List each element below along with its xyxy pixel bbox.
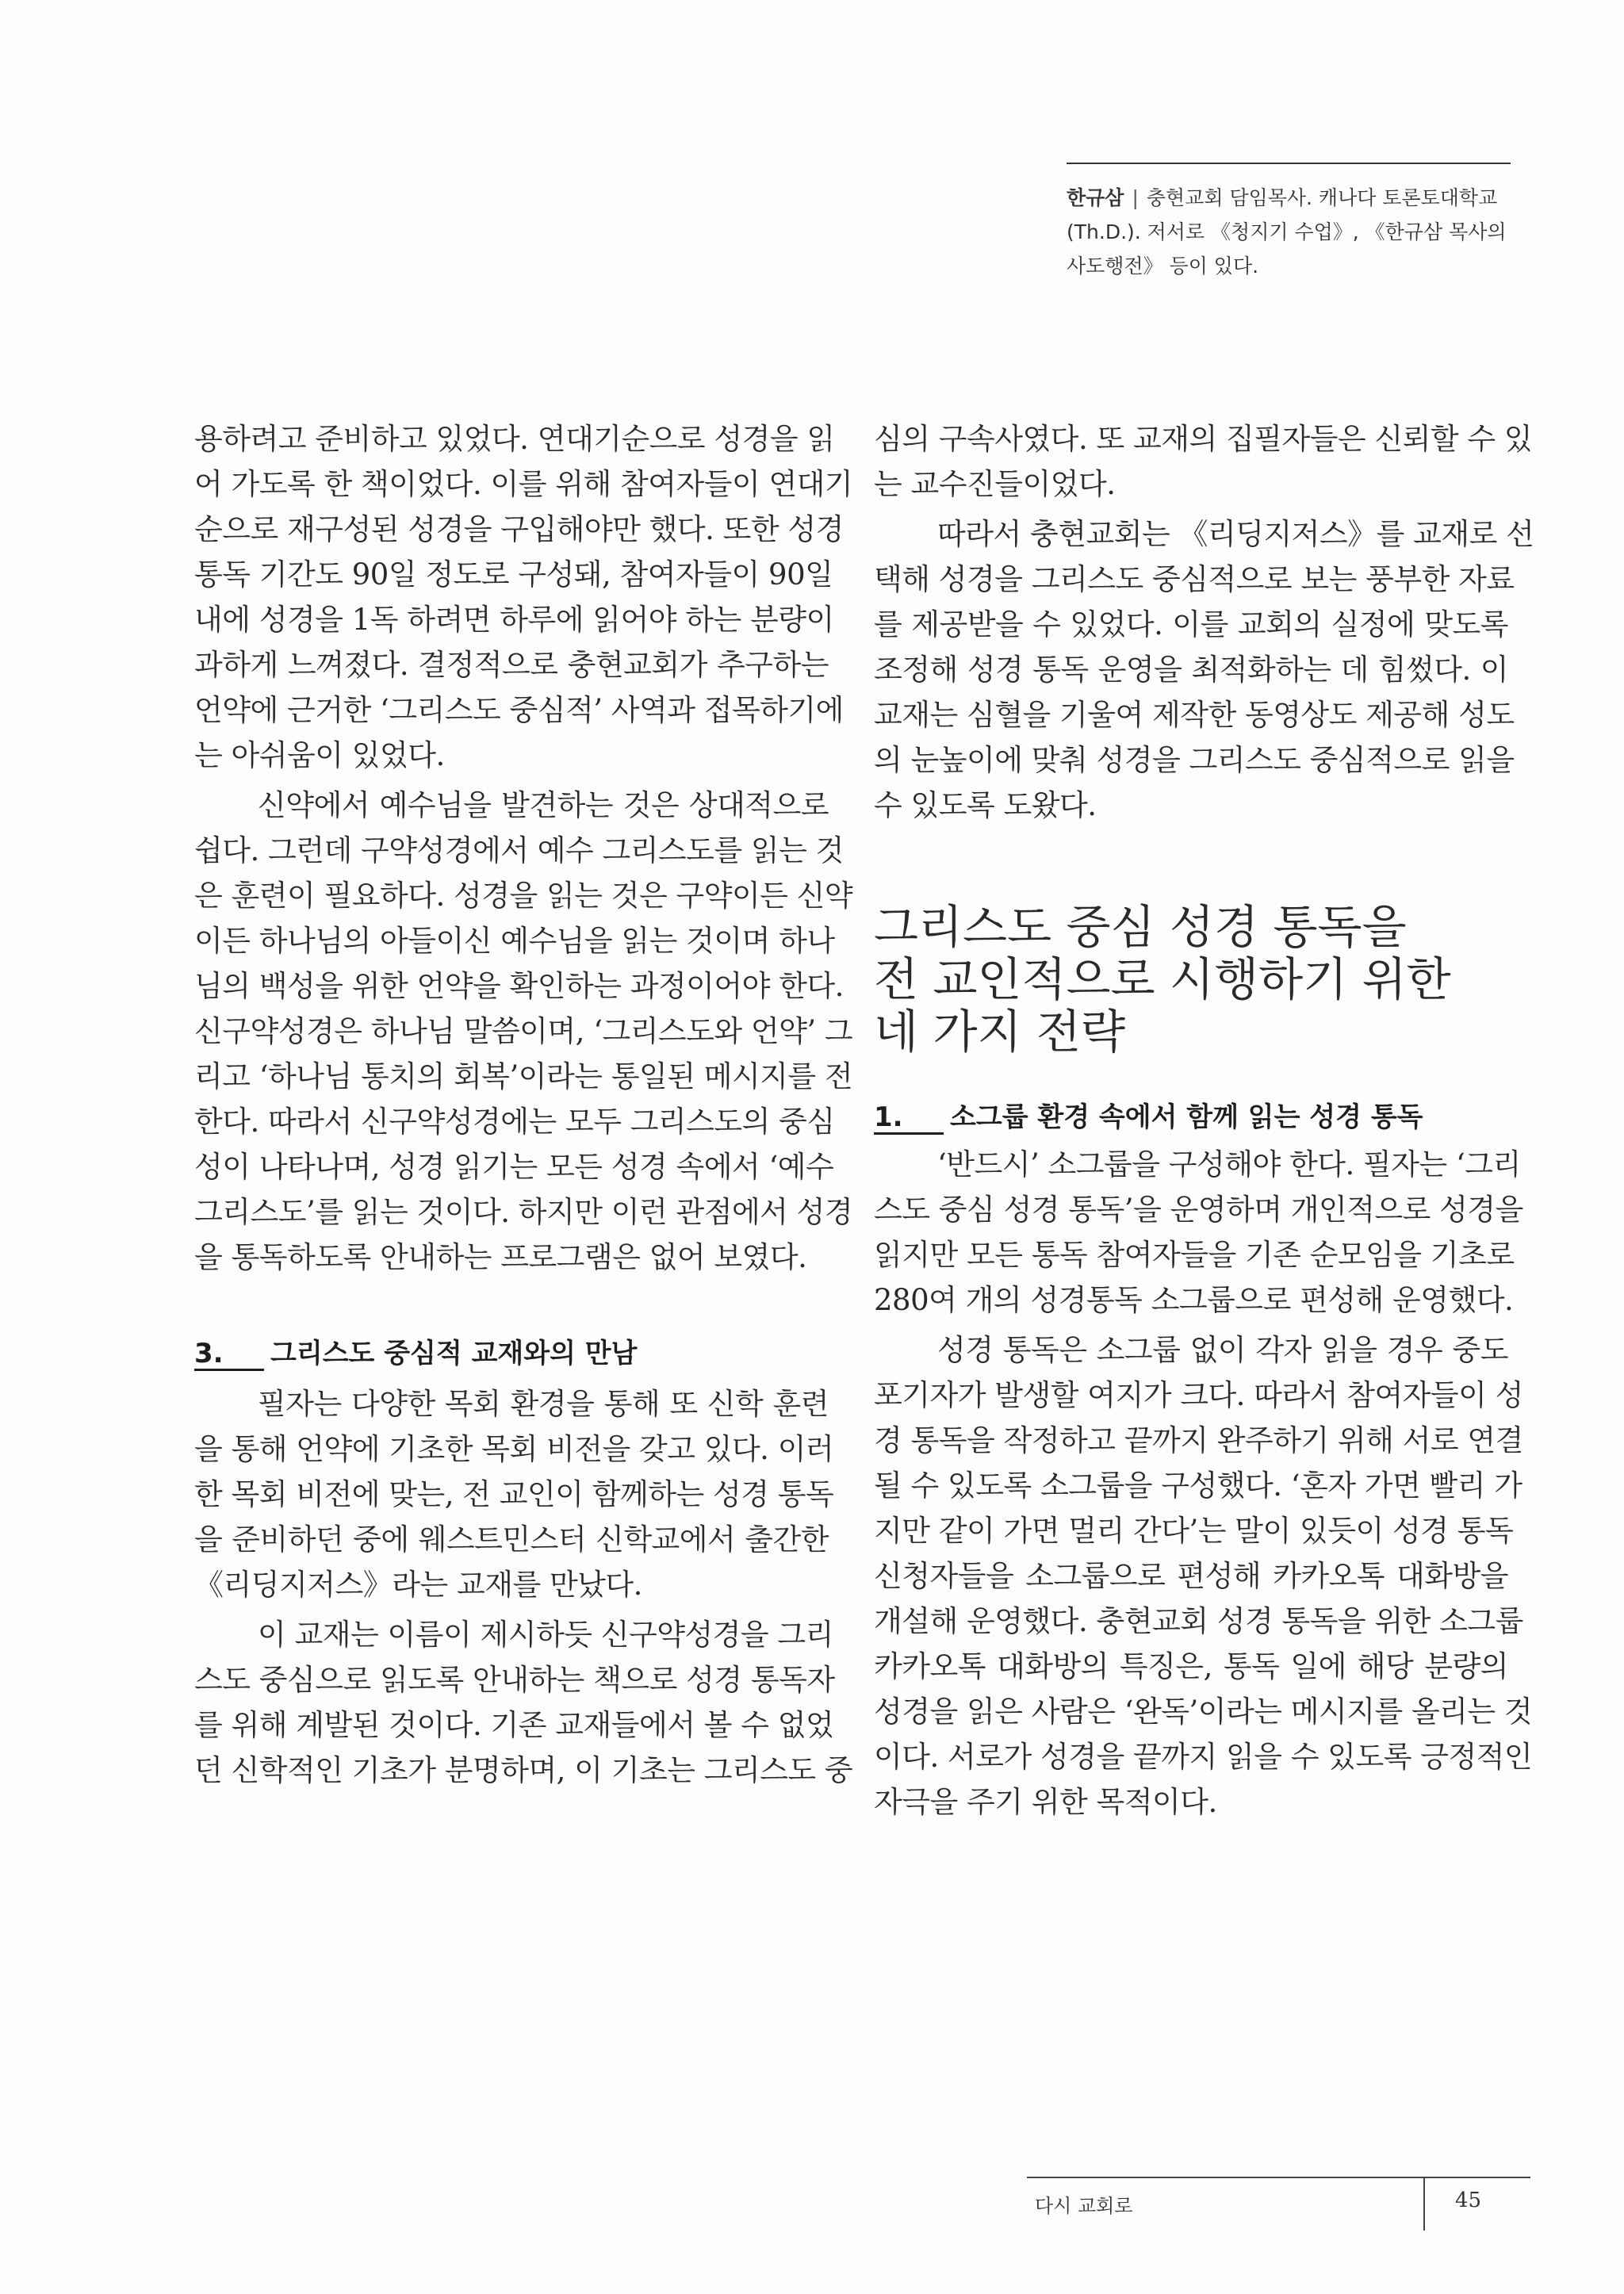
text-line: 순으로 재구성된 성경을 구입해야만 했다. 또한 성경 <box>194 512 844 546</box>
body-paragraph <box>194 416 853 778</box>
text-line: 을 통해 언약에 기초한 목회 비전을 갖고 있다. 이러 <box>194 1432 834 1466</box>
text-line: 지만 같이 가면 멀리 간다’는 말이 있듯이 성경 통독 <box>874 1514 1514 1548</box>
footer-rule <box>1027 2177 1530 2178</box>
text-line: 포기자가 발생할 여지가 크다. 따라서 참여자들이 성 <box>874 1378 1523 1412</box>
footer-publication: 다시 교회로 <box>1035 2195 1133 2217</box>
author-bio-line: 사도행전》 등이 있다. <box>1067 255 1259 278</box>
text-line: 리고 ‘하나님 통치의 회복’이라는 통일된 메시지를 전 <box>194 1059 853 1093</box>
section-title: 그리스도 중심적 교재와의 만남 <box>270 1338 638 1369</box>
text-line: 신청자들을 소그룹으로 편성해 카카오톡 대화방을 <box>874 1559 1508 1593</box>
text-line: 을 준비하던 중에 웨스트민스터 신학교에서 출간한 <box>194 1522 829 1557</box>
section-number: 1. <box>874 1102 944 1135</box>
text-line: 던 신학적인 기초가 분명하며, 이 기초는 그리스도 중 <box>194 1753 853 1787</box>
heading-line: 그리스도 중심 성경 통독을 <box>874 900 1407 954</box>
text-line: 따라서 충현교회는 《리딩지저스》를 교재로 선 <box>937 517 1534 551</box>
author-line-1 <box>1067 181 1511 215</box>
text-line: 과하게 느껴졌다. 결정적으로 충현교회가 추구하는 <box>194 648 829 682</box>
text-line: 을 통독하도록 안내하는 프로그램은 없어 보였다. <box>194 1240 807 1274</box>
text-line: 《리딩지저스》라는 교재를 만났다. <box>194 1568 642 1602</box>
body-paragraph <box>194 783 853 1280</box>
text-line: 는 아쉬움이 있었다. <box>194 738 445 772</box>
page-number: 45 <box>1455 2189 1482 2212</box>
left-column <box>194 416 853 1793</box>
text-line: 님의 백성을 위한 언약을 확인하는 과정이어야 한다. <box>194 969 844 1003</box>
author-name: 한규삼 <box>1067 186 1124 209</box>
author-bio-line: (Th.D.). 저서로 《청지기 수업》, 《한규삼 목사의 <box>1067 220 1507 243</box>
text-line: 이든 하나님의 아들이신 예수님을 읽는 것이며 하나 <box>194 924 835 958</box>
text-line: ‘반드시’ 소그룹을 구성해야 한다. 필자는 ‘그리 <box>937 1147 1521 1181</box>
text-line: 자극을 주기 위한 목적이다. <box>874 1785 1217 1819</box>
body-paragraph <box>874 1142 1523 1323</box>
text-line: 이다. 서로가 성경을 끝까지 읽을 수 있도록 긍정적인 <box>874 1740 1533 1774</box>
text-line: 통독 기간도 90일 정도로 구성돼, 참여자들이 90일 <box>194 557 833 592</box>
section-heading-1 <box>874 1097 1508 1137</box>
section-number: 3. <box>194 1338 264 1371</box>
text-line: 의 눈높이에 맞춰 성경을 그리스도 중심적으로 읽을 <box>874 743 1515 777</box>
text-line: 신약에서 예수님을 발견하는 것은 상대적으로 <box>258 788 829 822</box>
body-paragraph <box>874 511 1534 828</box>
body-paragraph <box>874 416 1533 507</box>
text-line: 한다. 따라서 신구약성경에는 모두 그리스도의 중심 <box>194 1105 835 1139</box>
text-line: 스도 중심 성경 통독’을 운영하며 개인적으로 성경을 <box>874 1193 1523 1227</box>
text-line: 교재는 심혈을 기울여 제작한 동영상도 제공해 성도 <box>874 698 1515 732</box>
text-line: 성경을 읽은 사람은 ‘완독’이라는 메시지를 올리는 것 <box>874 1695 1533 1729</box>
text-line: 수 있도록 도왔다. <box>874 788 1097 822</box>
text-line: 280여 개의 성경통독 소그룹으로 편성해 운영했다. <box>874 1283 1514 1317</box>
text-line: 쉽다. 그런데 구약성경에서 예수 그리스도를 읽는 것 <box>194 833 844 867</box>
text-line: 한 목회 비전에 맞는, 전 교인이 함께하는 성경 통독 <box>194 1477 834 1511</box>
text-line: 카카오톡 대화방의 특징은, 통독 일에 해당 분량의 <box>874 1649 1508 1683</box>
body-paragraph <box>194 1612 853 1793</box>
section-title: 소그룹 환경 속에서 함께 읽는 성경 통독 <box>950 1101 1423 1133</box>
text-line: 필자는 다양한 목회 환경을 통해 또 신학 훈련 <box>258 1387 829 1421</box>
body-paragraph <box>874 1327 1533 1825</box>
text-line: 그리스도’를 읽는 것이다. 하지만 이런 관점에서 성경 <box>194 1195 853 1229</box>
text-line: 어 가도록 한 책이었다. 이를 위해 참여자들이 연대기 <box>194 467 853 501</box>
text-line: 성이 나타나며, 성경 읽기는 모든 성경 속에서 ‘예수 <box>194 1150 834 1184</box>
text-line: 내에 성경을 1독 하려면 하루에 읽어야 하는 분량이 <box>194 603 834 637</box>
text-line: 스도 중심으로 읽도록 안내하는 책으로 성경 통독자 <box>194 1663 835 1697</box>
text-line: 용하려고 준비하고 있었다. 연대기순으로 성경을 읽 <box>194 422 835 456</box>
author-bio-line: 충현교회 담임목사. 캐나다 토론토대학교 <box>1146 186 1498 209</box>
author-rule <box>1067 163 1511 164</box>
text-line: 택해 성경을 그리스도 중심적으로 보는 풍부한 자료 <box>874 562 1515 596</box>
heading-line: 네 가지 전략 <box>874 1005 1126 1059</box>
text-line: 조정해 성경 통독 운영을 최적화하는 데 힘썼다. 이 <box>874 653 1508 687</box>
footer-divider <box>1423 2177 1425 2231</box>
text-line: 읽지만 모든 통독 참여자들을 기존 순모임을 기초로 <box>874 1238 1515 1272</box>
text-line: 될 수 있도록 소그룹을 구성했다. ‘혼자 가면 빨리 가 <box>874 1469 1522 1503</box>
author-separator: | <box>1132 186 1139 209</box>
right-column <box>874 416 1534 1825</box>
text-line: 성경 통독은 소그룹 없이 각자 읽을 경우 중도 <box>937 1333 1508 1367</box>
text-line: 는 교수진들이었다. <box>874 467 1116 501</box>
section-heading-3 <box>194 1334 829 1373</box>
text-line: 경 통독을 작정하고 끝까지 완주하기 위해 서로 연결 <box>874 1423 1523 1457</box>
heading-line: 전 교인적으로 시행하기 위한 <box>874 952 1451 1006</box>
author-box <box>1067 181 1511 283</box>
text-line: 를 제공받을 수 있었다. 이를 교회의 실정에 맞도록 <box>874 607 1508 641</box>
text-line: 개설해 운영했다. 충현교회 성경 통독을 위한 소그룹 <box>874 1604 1523 1638</box>
text-line: 를 위해 계발된 것이다. 기존 교재들에서 볼 수 없었 <box>194 1708 834 1742</box>
text-line: 언약에 근거한 ‘그리스도 중심적’ 사역과 접목하기에 <box>194 693 844 727</box>
text-line: 심의 구속사였다. 또 교재의 집필자들은 신뢰할 수 있 <box>874 422 1533 456</box>
text-line: 신구약성경은 하나님 말씀이며, ‘그리스도와 언약’ 그 <box>194 1014 853 1048</box>
body-paragraph <box>194 1381 834 1607</box>
text-line: 은 훈련이 필요하다. 성경을 읽는 것은 구약이든 신약 <box>194 879 853 913</box>
feature-heading <box>874 901 1508 1058</box>
text-line: 이 교재는 이름이 제시하듯 신구약성경을 그리 <box>258 1618 833 1652</box>
